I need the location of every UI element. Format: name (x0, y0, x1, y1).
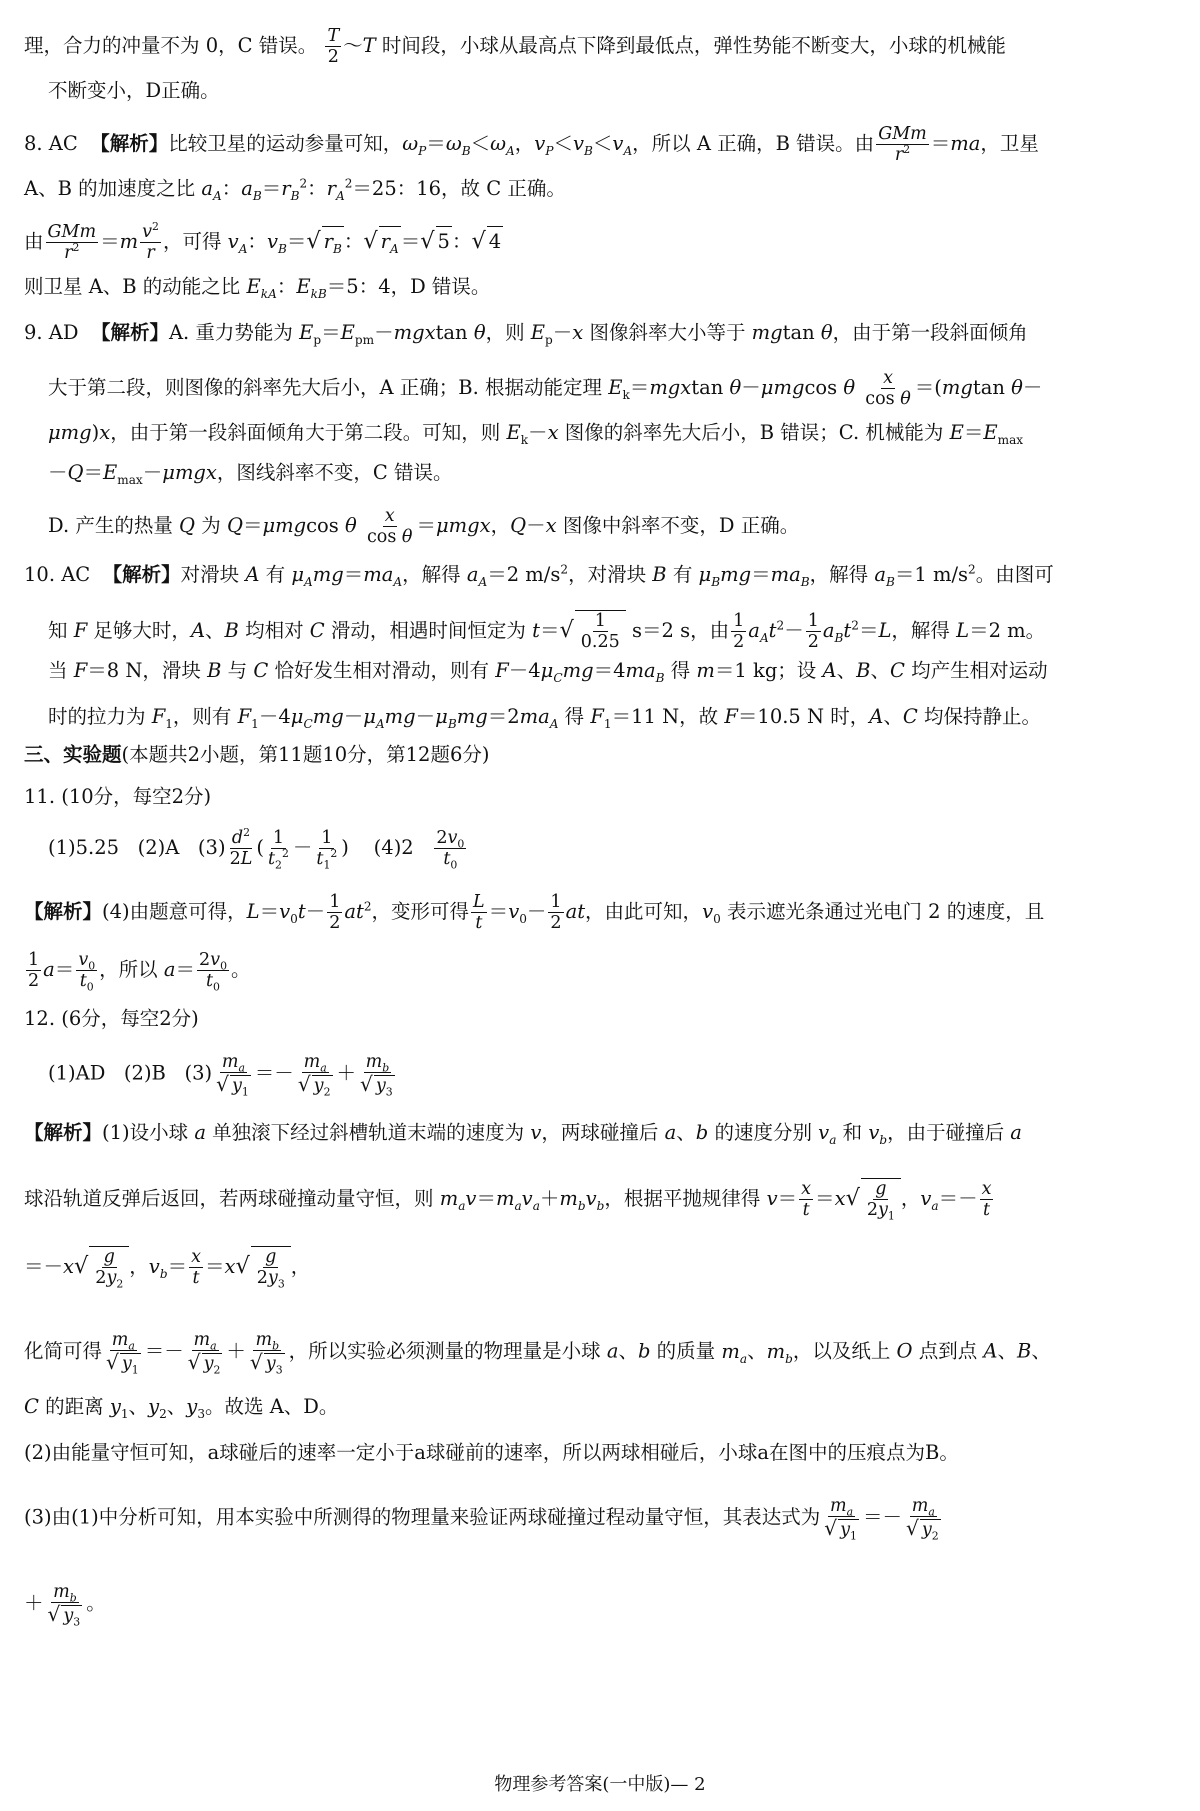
q8-line-1: 8. AC 【解析】比较卫星的运动参量可知，$\omega_P=\omega_B<\omega_A$，$v_P<v_B<v_A$，所以 A 正确，B 错误。由 GMm $r^2$ ＝ma，卫星 (24, 124, 1039, 166)
q10-line-4: 时的拉力为 $F_1$，则有 $F_1-4\mu_Cmg-\mu_Amg-\mu_Bmg=2ma_A$ 得 $F_1=11$ N，故 F＝10.5 N 时，A、C 均保持静止。 (48, 705, 1042, 731)
q12-analysis-1: 【解析】(1)设小球 a 单独滚下经过斜槽轨道末端的速度为 v，两球碰撞后 a、b 的速度分别 $v_a$ 和 $v_b$，由于碰撞后 a (24, 1121, 1022, 1147)
q12-analysis-8: ＋ $\frac{m_b}{√ y_3}$ 。 (24, 1582, 106, 1629)
q12-analysis-6: (2)由能量守恒可知，a球碰后的速率一定小于a球碰前的速率，所以两球相碰后，小球a在图中的压痕点为B。 (24, 1441, 959, 1464)
q9-line-5: D. 产生的热量 Q 为 Q＝μmgcos θ $\frac{x}{\text{cos θ}}$ ＝μmgx，Q－x 图像中斜率不变，D 正确。 (48, 506, 800, 548)
text-line-2: 不断变小，D正确。 (48, 79, 220, 102)
q12-analysis-3: ＝－x√ $\frac{g}{2y_2}$ ，$v_b=$ $\frac{x}{t}$ ＝x√ $\frac{g}{2y_3}$ ， (24, 1247, 311, 1291)
analysis-label: 【解析】 (90, 321, 169, 344)
q10-answer: 10. AC (24, 563, 91, 586)
q12-analysis-4: 化简可得 $\frac{m_a}{√ y_1}$ ＝－ $\frac{m_a}{√ y_2}$ ＋ $\frac{m_b}{√ y_3}$ ，所以实验必须测量的物理量是小球 a、b 的质量 $m_a$、$m_b$，以及纸上 O 点到点 A、B、 (24, 1330, 1051, 1377)
section-heading: 三、实验题(本题共2小题，第11题10分，第12题6分) (24, 743, 490, 766)
page-footer: 物理参考答案(一中版)— 2 (494, 1774, 706, 1795)
q10-line-1: 10. AC 【解析】对滑块 A 有 $\mu_Amg=ma_A$，解得 $a_A=2$ $m/s^2$，对滑块 B 有 $\mu_Bmg=ma_B$，解得 $a_B=1$ $m/s^2$。由图可 (24, 562, 1054, 589)
q8-answer: 8. AC (24, 132, 78, 156)
q9-line-3: μmg)x，由于第一段斜面倾角大于第二段。可知，则 $E_k-x$ 图像的斜率先大后小，B 错误；C. 机械能为 $E=E_{max}$ (48, 421, 1024, 447)
q9-answer: 9. AD (24, 321, 79, 344)
q8-line-3: 由 GMm $r^2$ ＝m $\frac{v^2}{r}$ ，可得 $v_A$：$v_B=√$ $r_B$ ：√ $r_A$ ＝√ 5 ：√ 4 (24, 220, 502, 264)
analysis-label: 【解析】 (102, 563, 181, 586)
q12-answers: (1)AD (2)B (3) $\frac{m_a}{√ y_1}$ ＝－ $\frac{m_a}{√ y_2}$ ＋ $\frac{m_b}{√ y_3}$ (48, 1052, 393, 1099)
q10-line-3: 当 F＝8 N，滑块 B 与 C 恰好发生相对滑动，则有 $F-4\mu_Cmg=4ma_B$ 得 m＝1 kg；设 A、B、C 均产生相对运动 (48, 659, 1048, 685)
q12-analysis-7: (3)由(1)中分析可知，用本实验中所测得的物理量来验证两球碰撞过程动量守恒，其表达式为 $\frac{m_a}{√ y_1}$ ＝－ $\frac{m_a}{√ y_2}$ (24, 1496, 939, 1543)
analysis-label: 【解析】 (90, 132, 169, 156)
q11-analysis-1: 【解析】(4)由题意可得，$L=v_0t-$ $\frac{1}{2}$ $at^2$，变形可得 $\frac{L}{t}$ $=v_0-$ $\frac{1}{2}$ at，由此可知，$v_0$ 表示遮光条通过光电门 2 的速度，且 (24, 892, 1045, 934)
q11-analysis-2: $\frac{1}{2}$ a＝ $\frac{v_0}{t_0}$ ，所以 a＝ $\frac{2v_0}{t_0}$ 。 (28, 950, 251, 994)
q8-line-4: 则卫星 A、B 的动能之比 $E_{kA}$：$E_{kB}=5$：4，D 错误。 (24, 275, 491, 301)
q12-heading: 12. (6分，每空2分) (24, 1007, 199, 1030)
text-line-1: 理，合力的冲量不为 0，C 错误。 $\frac{T}{2}$ ～T 时间段，小球从最高点下降到最低点，弹性势能不断变大，小球的机械能 (24, 26, 1006, 68)
q9-line-1: 9. AD 【解析】A. 重力势能为 $E_p=E_{pm}-mgxtan$ θ，则 $E_p-x$ 图像斜率大小等于 mgtan θ，由于第一段斜面倾角 (24, 321, 1028, 347)
q9-line-4: $-Q=E_{max}-\mu mgx$，图线斜率不变，C 错误。 (48, 461, 453, 487)
q11-heading: 11. (10分，每空2分) (24, 785, 212, 808)
q10-line-2: 知 F 足够大时，A、B 均相对 C 滑动，相遇时间恒定为 t＝√ $\frac{1}{0.25}$ s＝2 s，由 $\frac{1}{2}$ $a_At^2-$ $\frac{1}{2}$ $a_Bt^2=L$，解得 L＝2 m。 (48, 611, 1046, 653)
q12-analysis-2: 球沿轨道反弹后返回，若两球碰撞动量守恒，则 $m_av=m_av_a+m_bv_b$，根据平抛规律得 v＝ $\frac{x}{t}$ ＝x√ $\frac{g}{2y_1}$ ，$v_a=-$ $\frac{x}{t}$ (24, 1179, 992, 1223)
q12-analysis-5: C 的距离 $y_1$、$y_2$、$y_3$。故选 A、D。 (24, 1395, 339, 1421)
q11-answers: (1)5.25 (2)A (3) $\frac{d^2}{2L}$ ( $\frac{1}{t_2^2}$ － $\frac{1}{t_1^2}$ ) (4)2 $\frac{2v_0}{t_0}$ (48, 826, 465, 872)
q9-line-2: 大于第二段，则图像的斜率先大后小，A 正确；B. 根据动能定理 $E_k=mgxtan$ θ－μmgcos θ $\frac{x}{\text{cos θ}}$ ＝(mgtan θ－ (48, 368, 1043, 410)
q8-line-2: A、B 的加速度之比 $a_A$：$a_B=r_B^2$：$r_A^2=25$：16，故 C 正确。 (24, 176, 566, 203)
